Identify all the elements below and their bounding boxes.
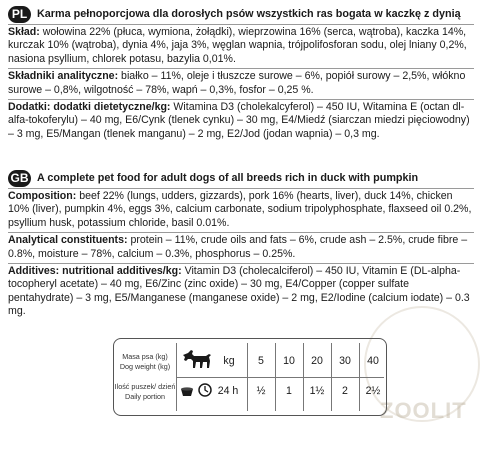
pl-title: Karma pełnoporcjowa dla dorosłych psów wszystkich ras bogata w kaczkę z dynią	[37, 7, 461, 20]
portion-cell: 2	[342, 385, 348, 397]
weight-cell: 40	[367, 355, 379, 367]
divider	[8, 99, 474, 100]
clock-icon	[198, 383, 212, 397]
pl-analytical	[8, 70, 474, 98]
period-label: 24 h	[217, 385, 239, 397]
pl-additives-label: Dodatki: dodatki dietetyczne/kg:	[8, 101, 171, 114]
gb-heading	[8, 170, 474, 187]
divider	[8, 263, 474, 264]
col-divider	[247, 343, 248, 411]
gb-badge: GB	[8, 170, 31, 187]
gb-analytical-text: protein – 11%, crude oils and fats – 6%, crude ash – 2.5%, crude fibre – 0.8%, moisture – 78%, calcium – 0.3%, phosphorus – 0.25%.	[8, 234, 468, 260]
portion-label-en: Daily portion	[125, 392, 165, 401]
gb-composition	[8, 190, 474, 231]
weight-cell: 5	[258, 355, 264, 367]
pl-heading	[8, 6, 474, 23]
portion-cell: 2½	[365, 385, 381, 397]
divider	[8, 232, 474, 233]
unit-label: kg	[223, 355, 235, 367]
gb-analytical-label: Analytical constituents:	[8, 234, 128, 247]
divider	[8, 24, 474, 25]
weight-cell: 20	[311, 355, 323, 367]
pl-analytical-text: białko – 11%, oleje i tłuszcze surowe – 6%, popiół surowy – 2,5%, włókno surowe – 0,8%, wilgotność – 78%, wapń – 0,3%, fosfor – 0,25 %.	[8, 70, 466, 96]
gb-additives-text: Vitamin D3 (cholecalciferol) – 450 IU, Vitamin E (DL-alpha-tocopheryl acetate) – 40 mg, E6/Zinc (zinc oxide) – 30 mg, E4/Copper (copper sulfate pentahydrate) – 3 mg, E5/Manganese (manganese oxide) – 2 mg, E2/Iodine (calcium iodate) – 0.3 mg.	[8, 265, 470, 318]
row-divider	[176, 377, 384, 378]
portion-label-pl: Ilość puszek/ dzień	[114, 382, 176, 391]
pl-composition-text: wołowina 22% (płuca, wymiona, żołądki), wieprzowina 16% (serca, wątroba), kaczka 14%, kurczak 10% (wątroba), dynia 4%, jaja 3%, węglan wapnia, trójpolifosforan sodu, olej lniany 0,2%, nasiona psyllium, chlorek potasu, bazylia 0,01%.	[8, 26, 467, 65]
gb-title: A complete pet food for adult dogs of all breeds rich in duck with pumpkin	[37, 171, 419, 184]
portion-cell: 1½	[309, 385, 325, 397]
dog-silhouette-icon	[180, 347, 214, 371]
portion-cell: ½	[256, 385, 266, 397]
pl-additives	[8, 101, 474, 142]
divider	[8, 68, 474, 69]
watermark-text: ZOOLIT	[380, 398, 467, 423]
gb-analytical	[8, 234, 474, 262]
portion-table	[113, 338, 387, 416]
pl-analytical-label: Składniki analityczne:	[8, 70, 119, 83]
col-divider	[331, 343, 332, 411]
weight-cell: 30	[339, 355, 351, 367]
pl-composition	[8, 26, 474, 67]
food-bowl-icon	[180, 385, 194, 397]
col-divider	[275, 343, 276, 411]
pl-additives-text: Witamina D3 (cholekalcyferol) – 450 IU, Witamina E (octan dl-alfa-tokoferylu) – 40 mg, E6/Cynk (tlenek cynku) – 30 mg, E4/Miedź (siarczan miedzi pięciowodny) – 3 mg, E5/Mangan (tlenek manganu) – 2 mg, E2/Jod (jodan wapnia) – 0,3 mg.	[8, 101, 470, 140]
col-divider	[359, 343, 360, 411]
pl-badge: PL	[8, 6, 31, 23]
divider	[8, 188, 474, 189]
gb-composition-label: Composition:	[8, 190, 77, 202]
portion-cell: 1	[286, 385, 292, 397]
weight-label-pl: Masa psa (kg)	[122, 352, 168, 361]
section-pl	[8, 6, 474, 142]
gb-additives-label: Additives: nutritional additives/kg:	[8, 265, 182, 278]
weight-label-en: Dog weight (kg)	[119, 362, 171, 371]
col-divider	[176, 343, 177, 411]
col-divider	[303, 343, 304, 411]
section-gb	[8, 170, 474, 320]
pl-composition-label: Skład:	[8, 26, 40, 38]
weight-cell: 10	[283, 355, 295, 367]
gb-composition-text: beef 22% (lungs, udders, gizzards), pork 16% (hearts, liver), duck 14%, chicken 10% (liver), pumpkin 4%, eggs 3%, calcium carbonate, sodium tripolyphosphate, flaxseed oil 0.2%, psyllium husk, potassium chloride, basil 0.01%.	[8, 190, 472, 229]
